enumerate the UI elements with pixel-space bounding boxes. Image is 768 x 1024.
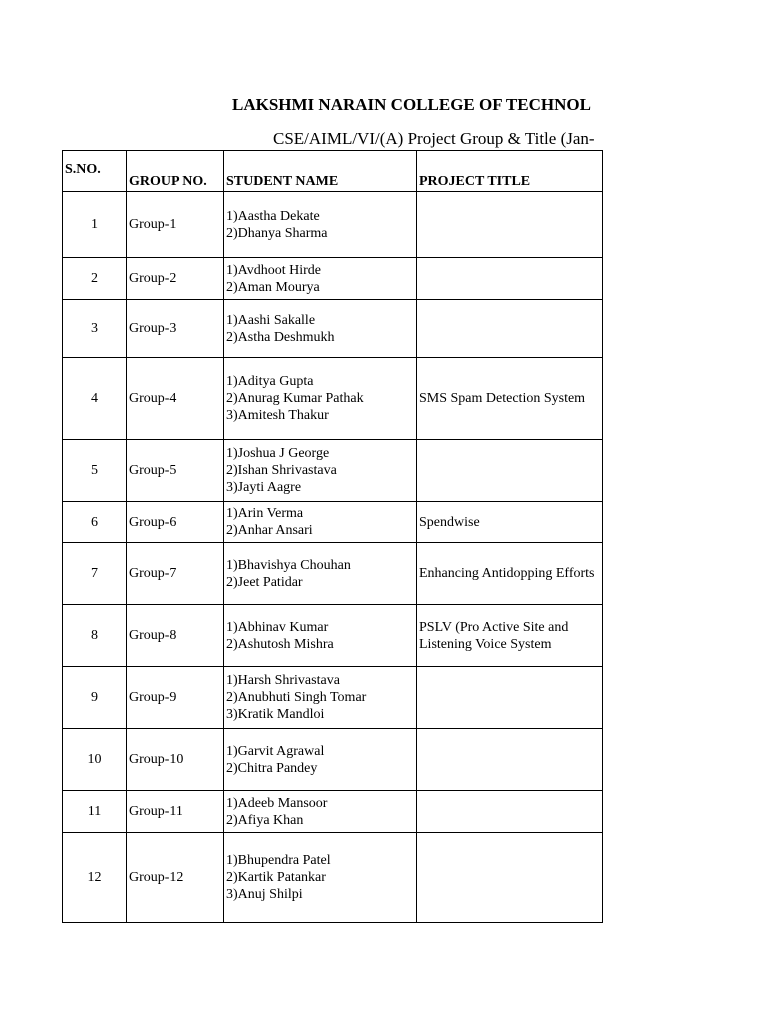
student-names-cell xyxy=(224,667,417,729)
column-header-sno: S.NO. xyxy=(63,151,127,192)
student-names-cell xyxy=(224,358,417,440)
student-names-cell xyxy=(224,440,417,502)
project-title-cell xyxy=(417,729,603,791)
group-number-cell: Group-2 xyxy=(127,258,224,300)
college-name: LAKSHMI NARAIN COLLEGE OF TECHNOL xyxy=(232,95,591,114)
table-body xyxy=(63,192,603,923)
table-row xyxy=(63,605,603,667)
student-name: 3)Kratik Mandloi xyxy=(226,707,325,722)
project-title-cell xyxy=(417,833,603,923)
student-names-cell xyxy=(224,258,417,300)
project-groups-table xyxy=(62,150,603,923)
group-number-cell: Group-11 xyxy=(127,791,224,833)
project-title-cell xyxy=(417,440,603,502)
student-name: 2)Anubhuti Singh Tomar xyxy=(226,690,367,705)
project-title-cell xyxy=(417,667,603,729)
student-name: 3)Jayti Aagre xyxy=(226,480,302,495)
student-name: 2)Afiya Khan xyxy=(226,812,304,828)
student-name: 2)Astha Deshmukh xyxy=(226,329,335,345)
student-name: 1)Harsh Shrivastava xyxy=(226,673,340,688)
serial-number-cell: 5 xyxy=(63,440,127,502)
student-names-cell xyxy=(224,833,417,923)
student-names-cell xyxy=(224,192,417,258)
group-number-cell: Group-9 xyxy=(127,667,224,729)
serial-number-cell: 4 xyxy=(63,358,127,440)
table-row xyxy=(63,543,603,605)
group-number-cell: Group-12 xyxy=(127,833,224,923)
column-header-project-title: PROJECT TITLE xyxy=(417,151,603,192)
student-names-cell xyxy=(224,300,417,358)
serial-number-cell: 7 xyxy=(63,543,127,605)
table-row xyxy=(63,833,603,923)
group-number-cell: Group-1 xyxy=(127,192,224,258)
student-name: 1)Arin Verma xyxy=(226,506,304,521)
serial-number-cell: 1 xyxy=(63,192,127,258)
table-row xyxy=(63,300,603,358)
student-names-cell xyxy=(224,791,417,833)
project-title-cell: Spendwise xyxy=(417,502,603,543)
student-name: 2)Aman Mourya xyxy=(226,279,320,295)
project-title-cell xyxy=(417,791,603,833)
table-row xyxy=(63,667,603,729)
serial-number-cell: 11 xyxy=(63,791,127,833)
serial-number-cell: 2 xyxy=(63,258,127,300)
table-row xyxy=(63,358,603,440)
table-row xyxy=(63,502,603,543)
project-title-cell xyxy=(417,300,603,358)
serial-number-cell: 10 xyxy=(63,729,127,791)
student-name: 2)Chitra Pandey xyxy=(226,760,318,776)
student-name: 1)Bhupendra Patel xyxy=(226,853,331,868)
group-number-cell: Group-5 xyxy=(127,440,224,502)
serial-number-cell: 8 xyxy=(63,605,127,667)
project-title-cell: SMS Spam Detection System xyxy=(417,358,603,440)
project-title-cell xyxy=(417,192,603,258)
group-number-cell: Group-6 xyxy=(127,502,224,543)
group-number-cell: Group-8 xyxy=(127,605,224,667)
student-name: 1)Bhavishya Chouhan xyxy=(226,557,351,573)
group-number-cell: Group-4 xyxy=(127,358,224,440)
project-title-cell: Enhancing Antidopping Efforts xyxy=(417,543,603,605)
project-title-cell: PSLV (Pro Active Site and Listening Voice System xyxy=(417,605,603,667)
column-header-student-name: STUDENT NAME xyxy=(224,151,417,192)
student-name: 2)Anurag Kumar Pathak xyxy=(226,391,364,406)
table-row xyxy=(63,440,603,502)
student-name: 2)Ishan Shrivastava xyxy=(226,463,337,478)
group-number-cell: Group-3 xyxy=(127,300,224,358)
header-row xyxy=(63,151,603,192)
table-row xyxy=(63,258,603,300)
serial-number-cell: 6 xyxy=(63,502,127,543)
student-name: 1)Abhinav Kumar xyxy=(226,619,329,635)
student-names-cell xyxy=(224,729,417,791)
student-name: 2)Anhar Ansari xyxy=(226,523,313,538)
group-number-cell: Group-10 xyxy=(127,729,224,791)
student-name: 1)Aastha Dekate xyxy=(226,208,320,224)
table-row xyxy=(63,729,603,791)
serial-number-cell: 3 xyxy=(63,300,127,358)
student-name: 3)Amitesh Thakur xyxy=(226,408,329,423)
student-name: 3)Anuj Shilpi xyxy=(226,887,303,902)
student-name: 1)Aditya Gupta xyxy=(226,374,314,389)
student-names-cell xyxy=(224,605,417,667)
student-name: 1)Avdhoot Hirde xyxy=(226,262,321,278)
student-name: 1)Adeeb Mansoor xyxy=(226,795,328,811)
student-names-cell xyxy=(224,502,417,543)
group-number-cell: Group-7 xyxy=(127,543,224,605)
college-title-row xyxy=(0,95,602,119)
column-header-group-no: GROUP NO. xyxy=(127,151,224,192)
student-name: 2)Kartik Patankar xyxy=(226,870,326,885)
student-name: 1)Aashi Sakalle xyxy=(226,312,316,328)
serial-number-cell: 9 xyxy=(63,667,127,729)
student-name: 1)Joshua J George xyxy=(226,446,330,461)
page-subtitle: CSE/AIML/VI/(A) Project Group & Title (Jan- xyxy=(273,129,595,148)
project-title-cell xyxy=(417,258,603,300)
student-name: 2)Dhanya Sharma xyxy=(226,225,328,241)
student-name: 1)Garvit Agrawal xyxy=(226,743,325,759)
table-row xyxy=(63,192,603,258)
table-row xyxy=(63,791,603,833)
student-name: 2)Ashutosh Mishra xyxy=(226,636,334,652)
student-name: 2)Jeet Patidar xyxy=(226,574,303,590)
student-names-cell xyxy=(224,543,417,605)
serial-number-cell: 12 xyxy=(63,833,127,923)
